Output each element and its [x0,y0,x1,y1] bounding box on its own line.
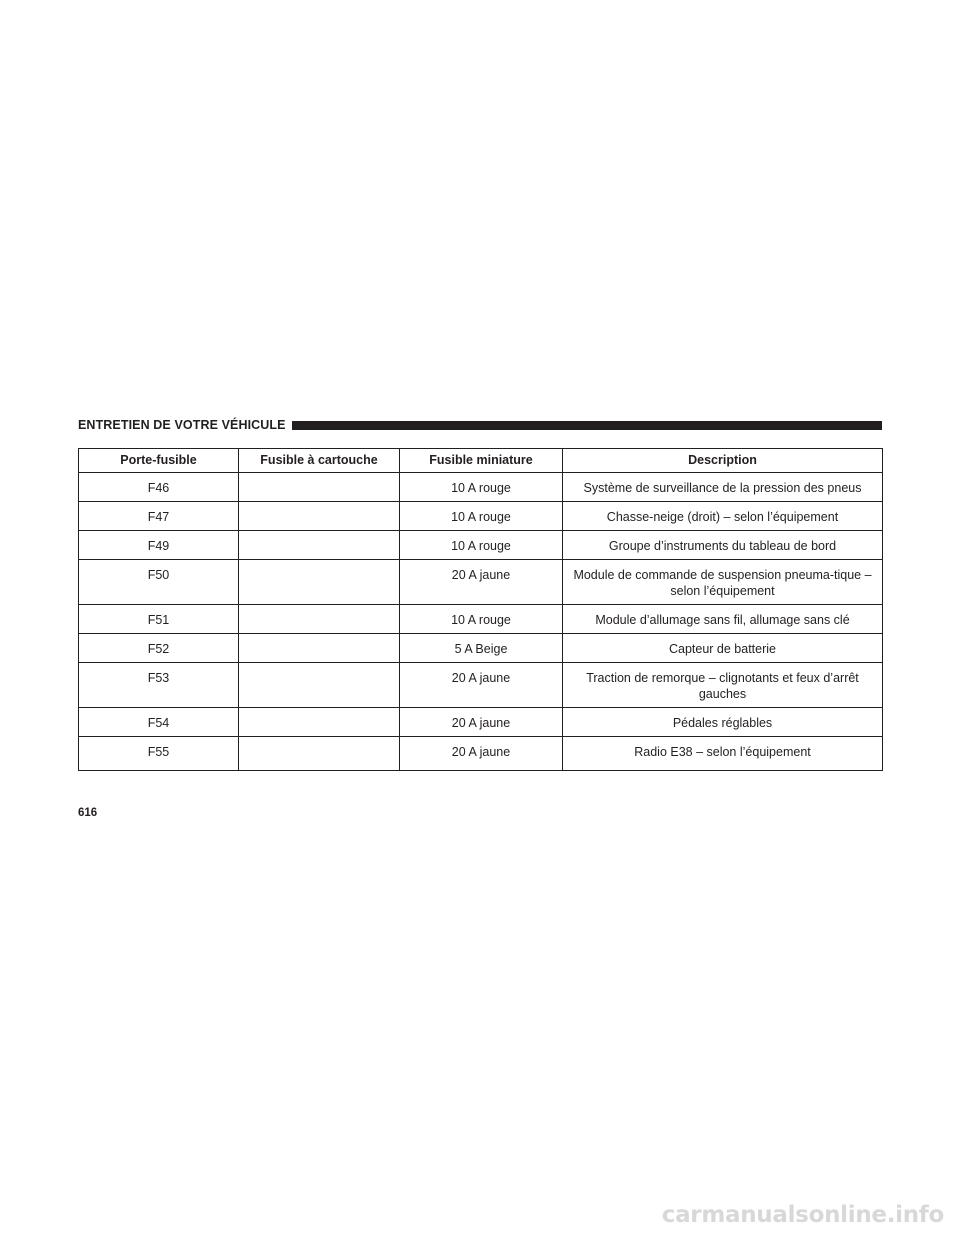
cell-porte-fusible: F52 [79,634,239,663]
section-header [78,416,882,434]
cell-description: Module d’allumage sans fil, allumage sans clé [563,605,883,634]
column-header-porte-fusible: Porte-fusible [79,449,239,473]
cell-description: Groupe d’instruments du tableau de bord [563,531,883,560]
cell-porte-fusible: F49 [79,531,239,560]
cell-cartouche [239,473,400,502]
cell-miniature: 20 A jaune [400,737,563,771]
section-title: ENTRETIEN DE VOTRE VÉHICULE [78,418,286,432]
table-row [79,502,883,531]
cell-cartouche [239,605,400,634]
table-row [79,560,883,605]
cell-description: Module de commande de suspension pneuma-tique – selon l’équipement [563,560,883,605]
column-header-fusible-cartouche: Fusible à cartouche [239,449,400,473]
fuse-table [78,448,883,771]
cell-description: Système de surveillance de la pression des pneus [563,473,883,502]
cell-cartouche [239,737,400,771]
cell-miniature: 10 A rouge [400,531,563,560]
table-row [79,737,883,771]
cell-cartouche [239,663,400,708]
cell-miniature: 20 A jaune [400,663,563,708]
cell-porte-fusible: F47 [79,502,239,531]
column-header-description: Description [563,449,883,473]
cell-cartouche [239,531,400,560]
page-number: 616 [78,807,98,819]
cell-porte-fusible: F54 [79,708,239,737]
cell-description: Chasse-neige (droit) – selon l’équipement [563,502,883,531]
table-row [79,531,883,560]
cell-description: Radio E38 – selon l’équipement [563,737,883,771]
column-header-fusible-miniature: Fusible miniature [400,449,563,473]
table-row [79,708,883,737]
cell-cartouche [239,708,400,737]
cell-miniature: 10 A rouge [400,502,563,531]
cell-porte-fusible: F53 [79,663,239,708]
cell-miniature: 20 A jaune [400,708,563,737]
cell-miniature: 20 A jaune [400,560,563,605]
cell-cartouche [239,502,400,531]
cell-miniature: 5 A Beige [400,634,563,663]
table-row [79,473,883,502]
cell-porte-fusible: F46 [79,473,239,502]
cell-description: Capteur de batterie [563,634,883,663]
table-row [79,663,883,708]
table-row [79,605,883,634]
table-row [79,634,883,663]
section-rule [292,421,882,430]
cell-description: Pédales réglables [563,708,883,737]
table-header-row [79,449,883,473]
cell-porte-fusible: F55 [79,737,239,771]
cell-description: Traction de remorque – clignotants et feux d’arrêt gauches [563,663,883,708]
cell-miniature: 10 A rouge [400,473,563,502]
cell-miniature: 10 A rouge [400,605,563,634]
watermark: carmanualsonline.info [661,1202,944,1228]
cell-porte-fusible: F51 [79,605,239,634]
cell-cartouche [239,560,400,605]
cell-cartouche [239,634,400,663]
cell-porte-fusible: F50 [79,560,239,605]
